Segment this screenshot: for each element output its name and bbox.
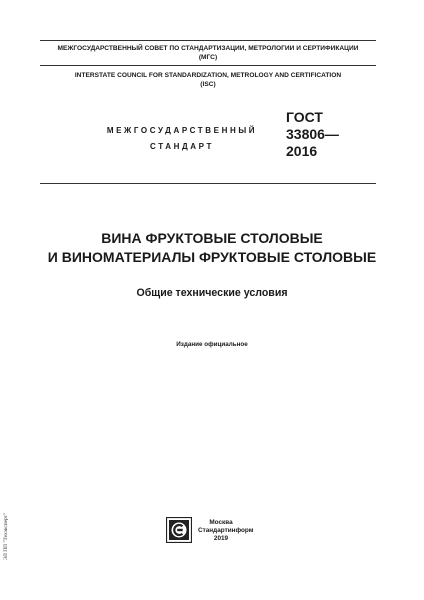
council-ru-abbr: (МГС) (198, 53, 218, 61)
council-ru-name: МЕЖГОСУДАРСТВЕННЫЙ СОВЕТ ПО СТАНДАРТИЗАЦИИ, МЕТРОЛОГИИ И СЕРТИФИКАЦИИ (57, 45, 359, 52)
title-line1: ВИНА ФРУКТОВЫЕ СТОЛОВЫЕ (101, 230, 323, 246)
top-rule (40, 40, 376, 41)
edition-note: Издание официальное (176, 341, 248, 348)
gost-number (286, 109, 366, 160)
publisher-name: Стандартинформ (198, 527, 254, 535)
council-ru (40, 45, 376, 62)
standard-kind-line1: МЕЖГОСУДАРСТВЕННЫЙ (106, 126, 258, 135)
section-rule (40, 183, 376, 184)
gost-line1: ГОСТ (286, 109, 323, 125)
council-en (40, 72, 376, 89)
standartinform-logo-icon (166, 517, 192, 543)
side-note: ЭЛ ПП "Техэксперт" (3, 512, 9, 560)
council-en-name: INTERSTATE COUNCIL FOR STANDARDIZATION, METROLOGY AND CERTIFICATION (74, 72, 342, 79)
council-en-abbr: (ISC) (200, 80, 216, 88)
publisher-city: Москва (209, 519, 233, 526)
publisher-year: 2019 (213, 535, 229, 543)
standard-kind-line2: СТАНДАРТ (150, 142, 214, 151)
header-divider (40, 65, 376, 66)
title-line2: И ВИНОМАТЕРИАЛЫ ФРУКТОВЫЕ СТОЛОВЫЕ (47, 249, 377, 265)
document-subtitle: Общие технические условия (136, 287, 288, 299)
standard-kind (96, 123, 268, 155)
document-title (40, 229, 384, 267)
publisher-block (198, 519, 254, 544)
gost-line2: 33806— (286, 126, 339, 142)
gost-line3: 2016 (286, 143, 318, 159)
